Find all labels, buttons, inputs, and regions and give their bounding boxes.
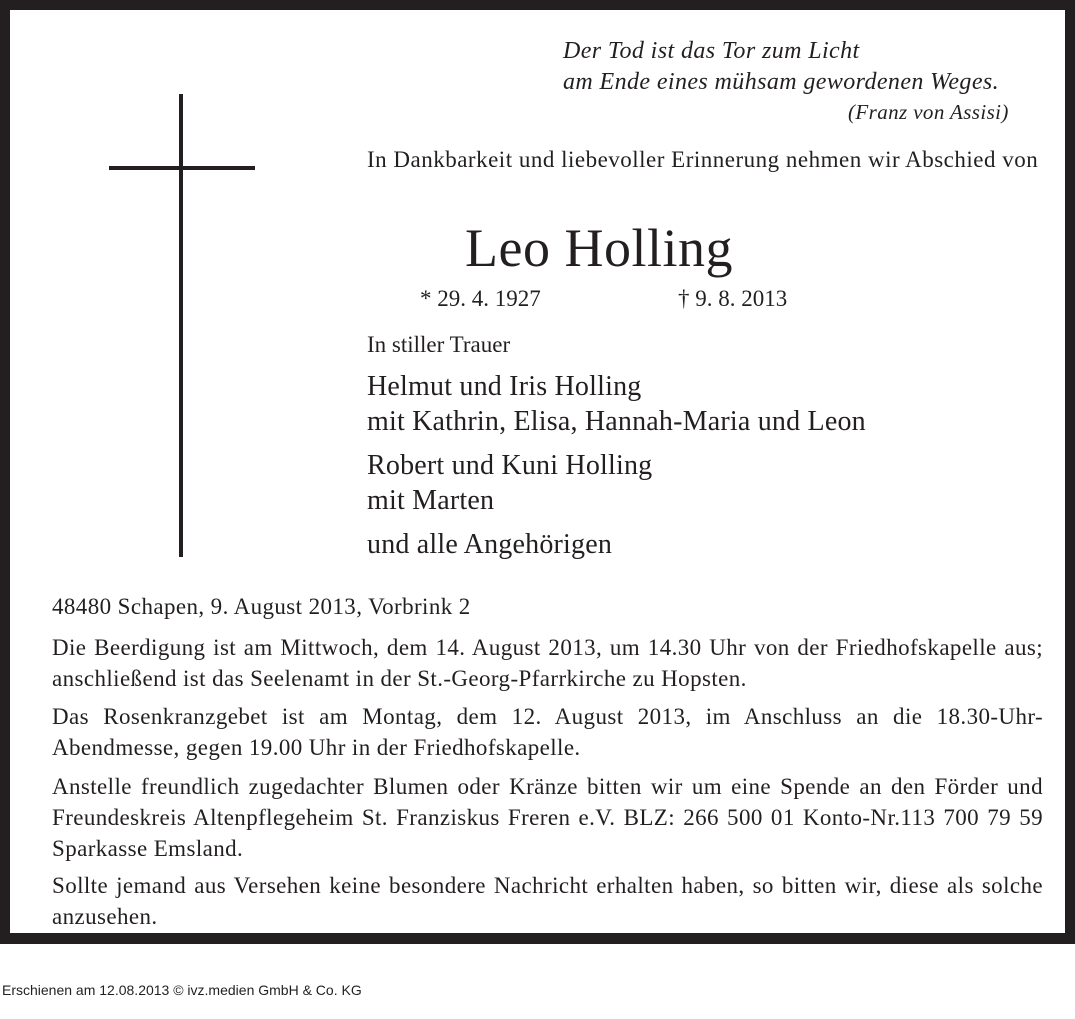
address-line: 48480 Schapen, 9. August 2013, Vorbrink 2 (52, 594, 471, 619)
burial-paragraph: Die Beerdigung ist am Mittwoch, dem 14. August 2013, um 14.30 Uhr von der Friedhofskapelle aus; anschließend ist das Seelenamt in der St.-Georg-Pfarrkirche zu Hopsten. (52, 635, 1043, 691)
mourner-line: mit Kathrin, Elisa, Hannah-Maria und Leon (367, 406, 866, 437)
motto-line-2: am Ende eines mühsam gewordenen Weges. (563, 69, 1000, 95)
rosary-paragraph: Das Rosenkranzgebet ist am Montag, dem 12. August 2013, im Anschluss an die 18.30-Uhr-Abendmesse, gegen 19.00 Uhr in der Friedhofskapelle. (52, 704, 1043, 760)
donation-paragraph: Anstelle freundlich zugedachter Blumen oder Kränze bitten wir um eine Spende an den Förder und Freundeskreis Altenpflegeheim St. Franziskus Freren e.V. BLZ: 266 500 01 Konto-Nr.113 700 79 59 Sparkasse Emsland. (52, 774, 1043, 861)
death-date: † 9. 8. 2013 (678, 286, 788, 311)
mourning-heading: In stiller Trauer (367, 332, 511, 357)
mourner-line: Robert und Kuni Holling (367, 450, 653, 481)
mourner-line: und alle Angehörigen (367, 529, 613, 560)
mourner-line: mit Marten (367, 485, 495, 516)
mourner-line: Helmut und Iris Holling (367, 371, 642, 402)
motto-line-1: Der Tod ist das Tor zum Licht (563, 38, 860, 64)
motto-attribution: (Franz von Assisi) (848, 100, 1009, 124)
notice-paragraph: Sollte jemand aus Versehen keine besondere Nachricht erhalten haben, so bitten wir, diese als solche anzusehen. (52, 873, 1043, 929)
deceased-name: Leo Holling (465, 218, 733, 278)
intro-text: In Dankbarkeit und liebevoller Erinnerung nehmen wir Abschied von (367, 147, 1039, 172)
birth-date: * 29. 4. 1927 (420, 286, 541, 311)
publication-footer: Erschienen am 12.08.2013 © ivz.medien GmbH & Co. KG (2, 982, 362, 998)
